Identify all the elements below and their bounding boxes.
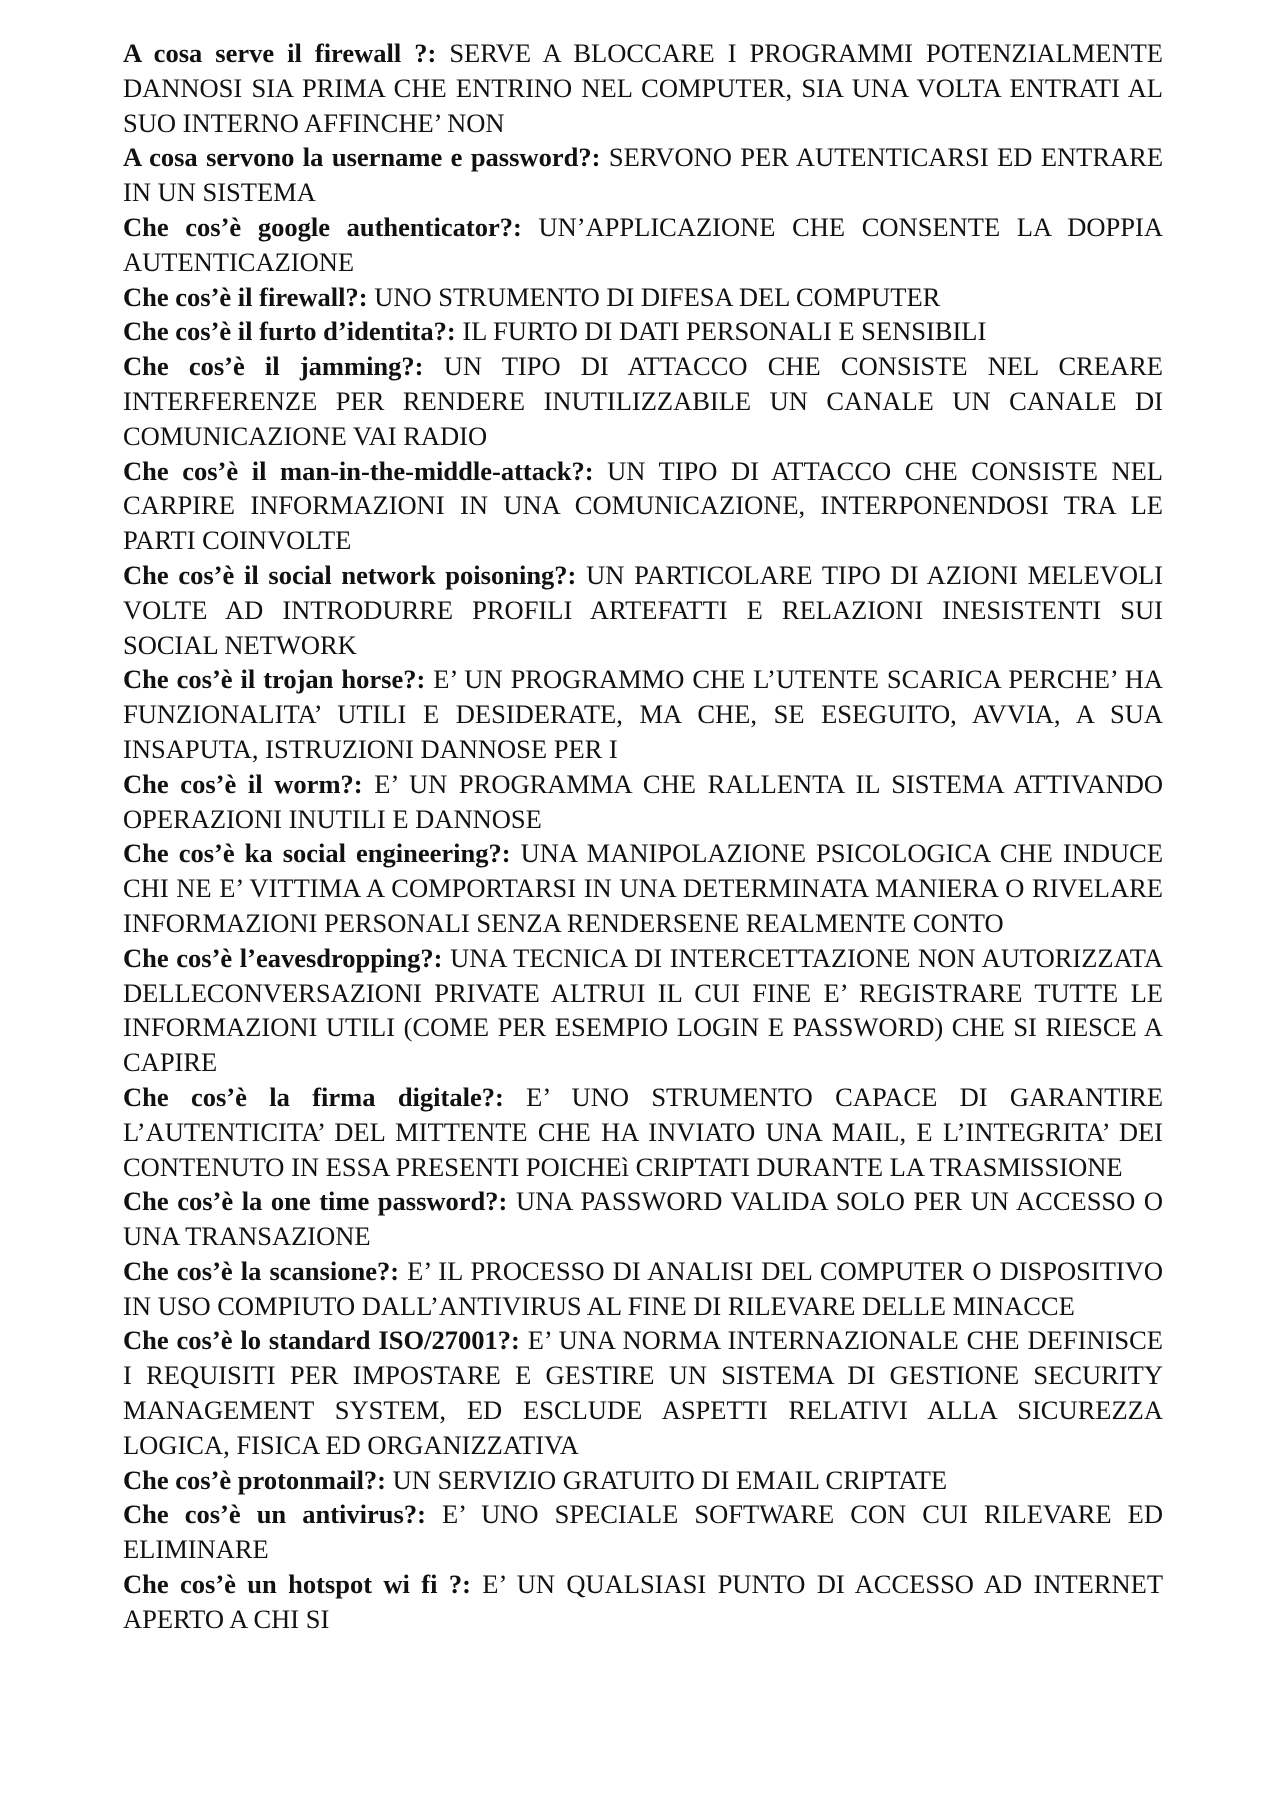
question: Che cos’è il social network poisoning?: — [123, 559, 577, 590]
answer: UN SERVIZIO GRATUITO DI EMAIL CRIPTATE — [392, 1464, 948, 1495]
question: Che cos’è il trojan horse?: — [123, 664, 426, 695]
answer: E’ UNA NORMA INTERNAZIONALE CHE DEFINISCE I REQUISITI PER IMPOSTARE E GESTIRE UN SISTEMA DI GESTIONE SECURITY MANAGEMENT SYSTEM, ED ESCLUDE ASPETTI RELATIVI ALLA SICUREZZA LOGICA, FISICA ED ORGANIZZATIVA — [123, 1325, 1163, 1460]
question: Che cos’è un hotspot wi fi ?: — [123, 1569, 471, 1600]
answer: UN’APPLICAZIONE CHE CONSENTE LA DOPPIA AUTENTICAZIONE — [123, 211, 1163, 277]
answer: UNO STRUMENTO DI DIFESA DEL COMPUTER — [374, 281, 941, 312]
question: Che cos’è il firewall?: — [123, 281, 368, 312]
qa-entry — [123, 558, 1163, 662]
answer: UNA TECNICA DI INTERCETTAZIONE NON AUTORIZZATA DELLECONVERSAZIONI PRIVATE ALTRUI IL CUI FINE E’ REGISTRARE TUTTE LE INFORMAZIONI UTILI (COME PER ESEMPIO LOGIN E PASSWORD) CHE SI RIESCE A CAPIRE — [123, 942, 1163, 1078]
qa-entry — [123, 349, 1163, 453]
qa-entry — [123, 314, 1163, 349]
qa-entry — [123, 1184, 1163, 1254]
qa-entry — [123, 767, 1163, 837]
answer: E’ UN QUALSIASI PUNTO DI ACCESSO AD INTERNET APERTO A CHI SI — [123, 1569, 1164, 1634]
question: Che cos’è il man-in-the-middle-attack?: — [123, 455, 594, 486]
qa-entry — [123, 836, 1163, 940]
answer: UN TIPO DI ATTACCO CHE CONSISTE NEL CARPIRE INFORMAZIONI IN UNA COMUNICAZIONE, INTERPONENDOSI TRA LE PARTI COINVOLTE — [123, 455, 1163, 556]
qa-entry — [123, 1497, 1163, 1567]
question: A cosa servono la username e password?: — [123, 142, 601, 173]
answer: E’ UNO SPECIALE SOFTWARE CON CUI RILEVARE ED ELIMINARE — [123, 1499, 1164, 1565]
question: Che cos’è un antivirus?: — [123, 1499, 426, 1530]
question: Che cos’è ka social engineering?: — [123, 838, 511, 869]
qa-entry — [123, 36, 1163, 140]
qa-entry — [123, 941, 1163, 1080]
qa-entry — [123, 1254, 1163, 1324]
answer: E’ UNO STRUMENTO CAPACE DI GARANTIRE L’AUTENTICITA’ DEL MITTENTE CHE HA INVIATO UNA MAIL, E L’INTEGRITA’ DEI CONTENUTO IN ESSA PRESENTI POICHEì CRIPTATI DURANTE LA TRASMISSIONE — [123, 1081, 1164, 1182]
question: Che cos’è lo standard ISO/27001?: — [123, 1325, 520, 1356]
qa-entry — [123, 1567, 1163, 1637]
answer: E’ IL PROCESSO DI ANALISI DEL COMPUTER O DISPOSITIVO IN USO COMPIUTO DALL’ANTIVIRUS AL FINE DI RILEVARE DELLE MINACCE — [123, 1255, 1163, 1321]
qa-entry — [123, 1080, 1163, 1184]
question: Che cos’è il jamming?: — [123, 351, 424, 382]
question: Che cos’è l’eavesdropping?: — [123, 942, 443, 973]
answer: UNA MANIPOLAZIONE PSICOLOGICA CHE INDUCE CHI NE E’ VITTIMA A COMPORTARSI IN UNA DETERMINATA MANIERA O RIVELARE INFORMAZIONI PERSONALI SENZA RENDERSENE REALMENTE CONTO — [123, 838, 1164, 938]
answer: SERVONO PER AUTENTICARSI ED ENTRARE IN UN SISTEMA — [123, 142, 1164, 208]
qa-entry — [123, 1323, 1163, 1462]
question: Che cos’è protonmail?: — [123, 1464, 387, 1495]
answer: IL FURTO DI DATI PERSONALI E SENSIBILI — [462, 316, 987, 347]
qa-entry — [123, 140, 1163, 210]
question: Che cos’è il worm?: — [123, 768, 363, 799]
qa-entry — [123, 210, 1163, 280]
qa-entry — [123, 454, 1163, 558]
qa-entry — [123, 662, 1163, 766]
question: Che cos’è la one time password?: — [123, 1186, 508, 1217]
qa-list — [123, 36, 1163, 1637]
answer: UN PARTICOLARE TIPO DI AZIONI MELEVOLI VOLTE AD INTRODURRE PROFILI ARTEFATTI E RELAZIONI INESISTENTI SUI SOCIAL NETWORK — [123, 559, 1163, 660]
answer: UNA PASSWORD VALIDA SOLO PER UN ACCESSO O UNA TRANSAZIONE — [123, 1186, 1164, 1252]
answer: E’ UN PROGRAMMO CHE L’UTENTE SCARICA PERCHE’ HA FUNZIONALITA’ UTILI E DESIDERATE, MA CHE, SE ESEGUITO, AVVIA, A SUA INSAPUTA, ISTRUZIONI DANNOSE PER I — [123, 664, 1163, 764]
question: A cosa serve il firewall ?: — [123, 38, 437, 68]
question: Che cos’è google authenticator?: — [123, 211, 522, 242]
answer: SERVE A BLOCCARE I PROGRAMMI POTENZIALMENTE DANNOSI SIA PRIMA CHE ENTRINO NEL COMPUTER, SIA UNA VOLTA ENTRATI AL SUO INTERNO AFFINCHE’ NON — [123, 38, 1163, 138]
question: Che cos’è la firma digitale?: — [123, 1081, 504, 1112]
question: Che cos’è il furto d’identita?: — [123, 316, 456, 347]
qa-entry — [123, 280, 1163, 315]
question: Che cos’è la scansione?: — [123, 1255, 400, 1286]
answer: UN TIPO DI ATTACCO CHE CONSISTE NEL CREARE INTERFERENZE PER RENDERE INUTILIZZABILE UN CANALE UN CANALE DI COMUNICAZIONE VAI RADIO — [123, 351, 1163, 451]
answer: E’ UN PROGRAMMA CHE RALLENTA IL SISTEMA ATTIVANDO OPERAZIONI INUTILI E DANNOSE — [123, 768, 1163, 834]
qa-entry — [123, 1463, 1163, 1498]
